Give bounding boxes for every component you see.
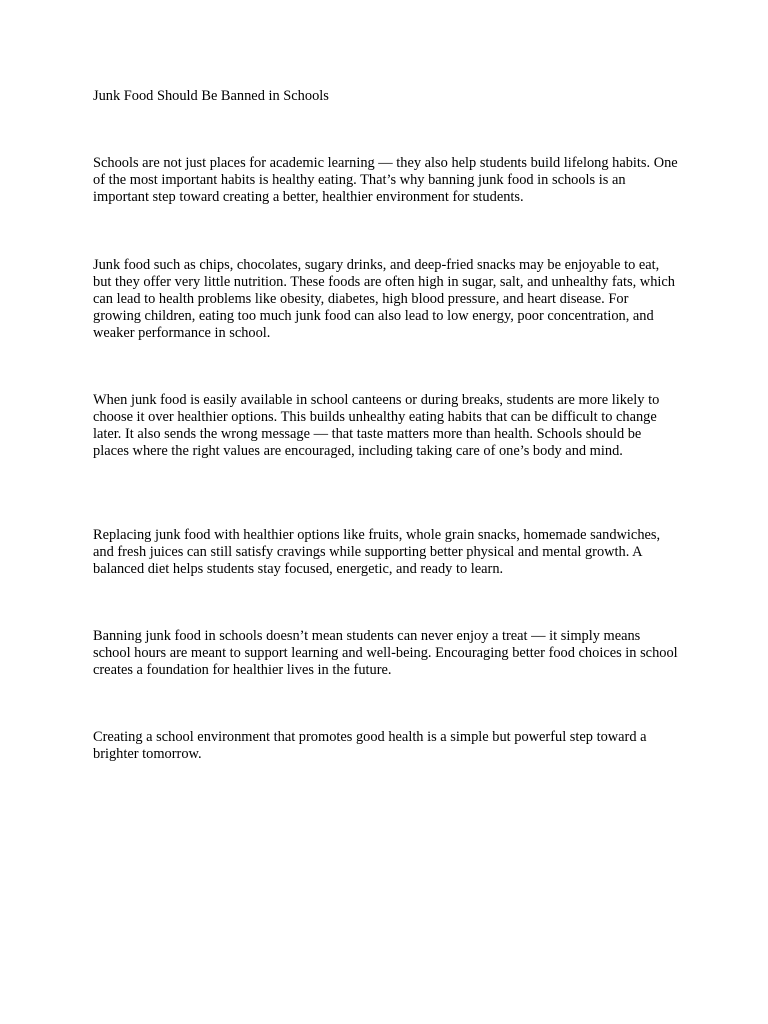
paragraph-availability: When junk food is easily available in school canteens or during breaks, students are more likely to choose it over healthier options. This builds unhealthy eating habits that can be difficult to change later. It also sends the wrong message — that taste matters more than health. Schools should be places where the right values are encouraged, including taking care of one’s body and mind. — [93, 392, 660, 459]
paragraph-alternatives: Replacing junk food with healthier options like fruits, whole grain snacks, homemade sandwiches, and fresh juices can still satisfy cravings while supporting better physical and mental growth. A balanced diet helps students stay focused, energetic, and ready to learn. — [93, 527, 661, 577]
paragraph-treats: Banning junk food in schools doesn’t mean students can never enjoy a treat — it simply means school hours are meant to support learning and well-being. Encouraging better food choices in school creates a foundation for healthier lives in the future. — [93, 628, 678, 678]
paragraph-conclusion: Creating a school environment that promotes good health is a simple but powerful step toward a brighter tomorrow. — [93, 729, 647, 762]
paragraph-nutrition: Junk food such as chips, chocolates, sugary drinks, and deep-fried snacks may be enjoyable to eat, but they offer very little nutrition. These foods are often high in sugar, salt, and unhealthy fats, which can lead to health problems like obesity, diabetes, high blood pressure, and heart disease. For growing children, eating too much junk food can also lead to low energy, poor concentration, and weaker performance in school. — [93, 257, 675, 341]
paragraph-intro: Schools are not just places for academic learning — they also help students build lifelong habits. One of the most important habits is healthy eating. That’s why banning junk food in schools is an important step toward creating a better, healthier environment for students. — [93, 155, 678, 205]
document-title: Junk Food Should Be Banned in Schools — [93, 88, 329, 104]
